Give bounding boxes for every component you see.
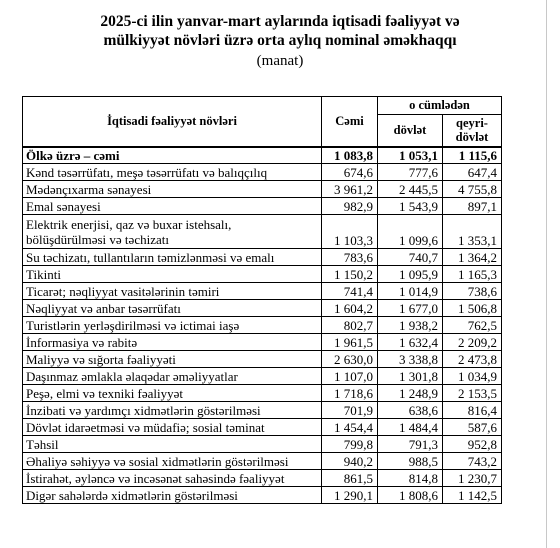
- value-state: 1 301,8: [378, 368, 443, 385]
- sector-name: İstirahət, əyləncə və incəsənət sahəsində fəaliyyət: [23, 470, 322, 487]
- value-nonstate: 1 506,8: [443, 300, 502, 317]
- value-nonstate: 1 142,5: [443, 487, 502, 504]
- value-state: 1 248,9: [378, 385, 443, 402]
- page-edge-rule: [546, 0, 547, 548]
- header-nonstate: [443, 115, 502, 147]
- value-total: 861,5: [322, 470, 378, 487]
- value-total: 1 604,2: [322, 300, 378, 317]
- value-state: 1 095,9: [378, 266, 443, 283]
- value-nonstate: 1 165,3: [443, 266, 502, 283]
- value-state: 814,8: [378, 470, 443, 487]
- table-row: [23, 266, 502, 283]
- value-state: 2 445,5: [378, 181, 443, 198]
- value-state: 638,6: [378, 402, 443, 419]
- table-row: [23, 181, 502, 198]
- value-nonstate: 1 115,6: [443, 147, 502, 164]
- table-title: [20, 12, 540, 50]
- value-total: 3 961,2: [322, 181, 378, 198]
- value-total: 940,2: [322, 453, 378, 470]
- value-nonstate: 587,6: [443, 419, 502, 436]
- title-line-2: mülkiyyət növləri üzrə orta aylıq nominal əməkhaqqı: [103, 32, 457, 49]
- value-total: 783,6: [322, 249, 378, 266]
- sector-name-line: bölüşdürülməsi və təchizatı: [26, 231, 169, 247]
- table-row: [23, 419, 502, 436]
- value-nonstate: 1 353,1: [443, 215, 502, 249]
- value-total: 1 083,8: [322, 147, 378, 164]
- value-nonstate: 2 153,5: [443, 385, 502, 402]
- header-total: Cəmi: [322, 97, 378, 147]
- table-row-total: [23, 147, 502, 164]
- value-total: 1 454,4: [322, 419, 378, 436]
- value-total: 1 150,2: [322, 266, 378, 283]
- value-state: 1 808,6: [378, 487, 443, 504]
- value-total: 1 103,3: [322, 215, 378, 249]
- value-state: 988,5: [378, 453, 443, 470]
- value-nonstate: 2 209,2: [443, 334, 502, 351]
- table-row: [23, 436, 502, 453]
- sector-name: Ölkə üzrə – cəmi: [23, 147, 322, 164]
- sector-name: Emal sənayesi: [23, 198, 322, 215]
- value-state: 740,7: [378, 249, 443, 266]
- value-total: 2 630,0: [322, 351, 378, 368]
- table-row: [23, 317, 502, 334]
- sector-name: Maliyyə və sığorta fəaliyyəti: [23, 351, 322, 368]
- table-row: [23, 470, 502, 487]
- value-state: 1 677,0: [378, 300, 443, 317]
- table-row: [23, 164, 502, 181]
- sector-name: Nəqliyyat və anbar təsərrüfatı: [23, 300, 322, 317]
- value-state: 1 053,1: [378, 147, 443, 164]
- sector-name: Su təchizatı, tullantıların təmizlənməsi və emalı: [23, 249, 322, 266]
- sector-name: Tikinti: [23, 266, 322, 283]
- value-state: 3 338,8: [378, 351, 443, 368]
- table-row: [23, 385, 502, 402]
- sector-name: Dövlət idarəetməsi və müdafiə; sosial təminat: [23, 419, 322, 436]
- value-nonstate: 897,1: [443, 198, 502, 215]
- value-nonstate: 816,4: [443, 402, 502, 419]
- value-state: 1 543,9: [378, 198, 443, 215]
- value-state: 791,3: [378, 436, 443, 453]
- table-row: [23, 453, 502, 470]
- sector-name: Peşə, elmi və texniki fəaliyyət: [23, 385, 322, 402]
- value-nonstate: 1 364,2: [443, 249, 502, 266]
- sector-name: İnzibati və yardımçı xidmətlərin göstərilməsi: [23, 402, 322, 419]
- sector-name: Mədənçıxarma sənayesi: [23, 181, 322, 198]
- sector-name: Kənd təsərrüfatı, meşə təsərrüfatı və balıqçılıq: [23, 164, 322, 181]
- table-body: [23, 147, 502, 504]
- value-total: 982,9: [322, 198, 378, 215]
- value-state: 777,6: [378, 164, 443, 181]
- table-header: [23, 97, 502, 147]
- header-state: dövlət: [378, 115, 443, 147]
- value-total: 701,9: [322, 402, 378, 419]
- value-total: 1 107,0: [322, 368, 378, 385]
- sector-name: Əhaliyə səhiyyə və sosial xidmətlərin göstərilməsi: [23, 453, 322, 470]
- table-row: [23, 283, 502, 300]
- header-sector: İqtisadi fəaliyyət növləri: [23, 97, 322, 147]
- value-nonstate: 738,6: [443, 283, 502, 300]
- table-row: [23, 334, 502, 351]
- sector-name: [23, 215, 322, 249]
- value-state: 1 632,4: [378, 334, 443, 351]
- value-nonstate: 762,5: [443, 317, 502, 334]
- value-total: 1 961,5: [322, 334, 378, 351]
- table-row: [23, 300, 502, 317]
- wage-table: [22, 96, 502, 504]
- sector-name: Turistlərin yerləşdirilməsi və ictimai iaşə: [23, 317, 322, 334]
- value-nonstate: 647,4: [443, 164, 502, 181]
- table-row: [23, 215, 502, 249]
- value-total: 1 718,6: [322, 385, 378, 402]
- title-line-1: 2025-ci ilin yanvar-mart aylarında iqtisadi fəaliyyət və: [100, 13, 460, 30]
- value-total: 1 290,1: [322, 487, 378, 504]
- value-nonstate: 952,8: [443, 436, 502, 453]
- table-row: [23, 198, 502, 215]
- table-row: [23, 249, 502, 266]
- table-row: [23, 368, 502, 385]
- header-nonstate-line-1: qeyri-: [456, 116, 488, 131]
- value-total: 799,8: [322, 436, 378, 453]
- value-state: 1 014,9: [378, 283, 443, 300]
- sector-name: Təhsil: [23, 436, 322, 453]
- table-row: [23, 351, 502, 368]
- value-nonstate: 1 230,7: [443, 470, 502, 487]
- value-nonstate: 743,2: [443, 453, 502, 470]
- value-nonstate: 4 755,8: [443, 181, 502, 198]
- sector-name-line: Elektrik enerjisi, qaz və buxar istehsalı,: [26, 216, 232, 232]
- value-total: 802,7: [322, 317, 378, 334]
- table-row: [23, 402, 502, 419]
- value-state: 1 938,2: [378, 317, 443, 334]
- value-nonstate: 2 473,8: [443, 351, 502, 368]
- value-total: 674,6: [322, 164, 378, 181]
- table-row: [23, 487, 502, 504]
- sector-name: Daşınmaz əmlakla əlaqədar əməliyyatlar: [23, 368, 322, 385]
- sector-name: Digər sahələrdə xidmətlərin göstərilməsi: [23, 487, 322, 504]
- header-nonstate-line-2: dövlət: [455, 130, 489, 145]
- unit-label: (manat): [256, 53, 304, 69]
- value-state: 1 484,4: [378, 419, 443, 436]
- value-nonstate: 1 034,9: [443, 368, 502, 385]
- sector-name: Ticarət; nəqliyyat vasitələrinin təmiri: [23, 283, 322, 300]
- value-state: 1 099,6: [378, 215, 443, 249]
- header-of-which: o cümlədən: [378, 97, 502, 115]
- value-total: 741,4: [322, 283, 378, 300]
- sector-name: İnformasiya və rabitə: [23, 334, 322, 351]
